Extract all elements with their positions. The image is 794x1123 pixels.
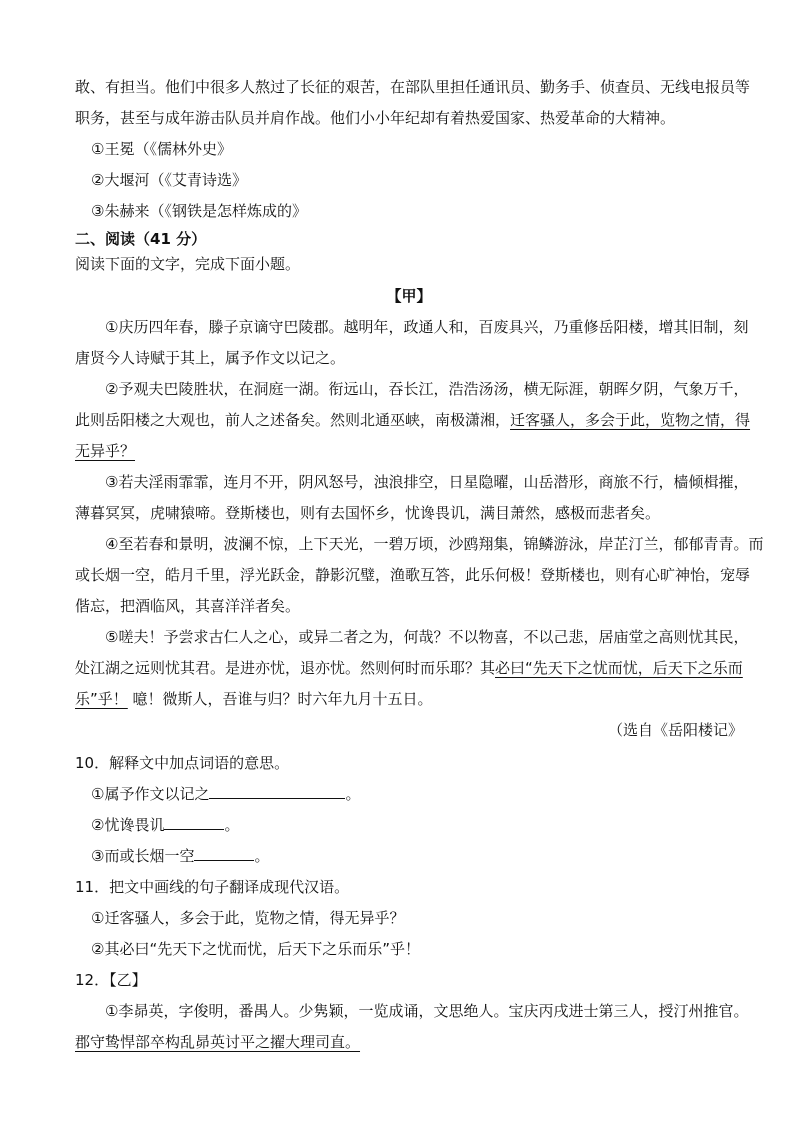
q10-item-1: [75, 779, 743, 810]
answer-blank[interactable]: [194, 844, 254, 861]
para-4-line-3: 偕忘，把酒临风，其喜洋洋者矣。: [75, 597, 301, 615]
q12-stem: 12．【乙】: [75, 971, 147, 989]
q10-item-2-text: ②忧谗畏讥: [91, 816, 165, 834]
q10-stem: 10．解释文中加点词语的意思。: [75, 754, 290, 772]
q11-item-2: ②其必曰“先天下之忧而忧，后天下之乐而乐”乎！: [91, 940, 420, 958]
para-2-line-2: [75, 405, 751, 436]
section-title: 二、阅读（41 分）: [75, 230, 207, 248]
para-4-line-1: ④至若春和景明，波澜不惊，上下天光，一碧万顷，沙鸥翔集，锦鳞游泳，岸芷汀兰，郁郁青青。而: [105, 535, 764, 553]
page: [75, 72, 764, 1058]
option-3: ③朱赫来（《钢铁是怎样炼成的》: [91, 202, 307, 220]
para-1-line-1: ①庆历四年春，滕子京谪守巴陵郡。越明年，政通人和，百废具兴，乃重修岳阳楼，增其旧制，刻: [105, 318, 749, 336]
para-5-tail: 噫！微斯人，吾谁与归？时六年九月十五日。: [127, 690, 433, 708]
para-5-text: 处江湖之远则忧其君。是进亦忧，退亦忧。然则何时而乐耶？其: [75, 659, 496, 677]
q10-item-3-text: ③而或长烟一空: [91, 847, 195, 865]
para-3-line-1: ③若夫淫雨霏霏，连月不开，阴风怒号，浊浪排空，日星隐曜，山岳潜形，商旅不行，樯倾楫摧，: [105, 473, 749, 491]
q10-item-2: [75, 810, 743, 841]
underlined-sentence-3: 郡守鸷悍部卒构乱昴英讨平之擢大理司直。: [75, 1033, 361, 1051]
q10-item-3-end: 。: [254, 847, 270, 865]
passage-source: （选自《岳阳楼记》: [607, 721, 743, 739]
para-2-line-1: ②予观夫巴陵胜状，在洞庭一湖。衔远山，吞长江，浩浩汤汤，横无际涯，朝晖夕阴，气象万千，: [105, 380, 749, 398]
q11-stem: 11．把文中画线的句子翻译成现代汉语。: [75, 878, 350, 896]
q10-item-1-end: 。: [345, 785, 361, 803]
option-1: ①王冕（《儒林外史》: [91, 140, 232, 158]
para-4-line-2: 或长烟一空，皓月千里，浮光跃金，静影沉璧，渔歌互答，此乐何极！登斯楼也，则有心旷神怡，宠辱: [75, 566, 751, 584]
para-2-text: 此则岳阳楼之大观也，前人之述备矣。然则北通巫峡，南极潇湘，: [75, 411, 511, 429]
intro-line-1: 敢、有担当。他们中很多人熬过了长征的艰苦，在部队里担任通讯员、勤务手、侦查员、无线电报员等: [75, 78, 751, 96]
option-2: ②大堰河（《艾青诗选》: [91, 171, 247, 189]
para-5-line-2: [75, 653, 743, 684]
para-2-line-3: [75, 436, 743, 467]
answer-blank[interactable]: [209, 782, 345, 799]
para-1-line-2: 唐贤今人诗赋于其上，属予作文以记之。: [75, 349, 346, 367]
answer-blank[interactable]: [164, 813, 224, 830]
q11-item-1: ①迁客骚人，多会于此，览物之情，得无异乎？: [91, 909, 405, 927]
section-instruction: 阅读下面的文字，完成下面小题。: [75, 255, 301, 273]
para-5-line-3: [75, 684, 743, 715]
passage-heading: 【甲】: [386, 287, 432, 305]
underlined-sentence-1b: 无异乎？: [75, 442, 136, 460]
para-5-line-1: ⑤嗟夫！予尝求古仁人之心，或异二者之为，何哉？不以物喜，不以己悲，居庙堂之高则忧其民，: [105, 628, 749, 646]
underlined-sentence-1a: 迁客骚人，多会于此，览物之情，得: [510, 411, 751, 429]
underlined-sentence-2a: 必曰“先天下之忧而忧，后天下之乐而: [495, 659, 743, 677]
q10-item-1-text: ①属予作文以记之: [91, 785, 210, 803]
q10-item-3: [75, 841, 743, 872]
q12-para-2: [75, 1027, 743, 1058]
q12-para-1: ①李昴英，字俊明，番禺人。少隽颖，一览成诵，文思绝人。宝庆丙戌进士第三人，授汀州推官。: [105, 1002, 749, 1020]
q10-item-2-end: 。: [224, 816, 240, 834]
intro-line-2: 职务，甚至与成年游击队员并肩作战。他们小小年纪却有着热爱国家、热爱革命的大精神。: [75, 109, 676, 127]
para-3-line-2: 薄暮冥冥，虎啸猿啼。登斯楼也，则有去国怀乡，忧谗畏讥，满目萧然，感极而悲者矣。: [75, 504, 661, 522]
underlined-sentence-2b: 乐”乎！: [75, 690, 128, 708]
